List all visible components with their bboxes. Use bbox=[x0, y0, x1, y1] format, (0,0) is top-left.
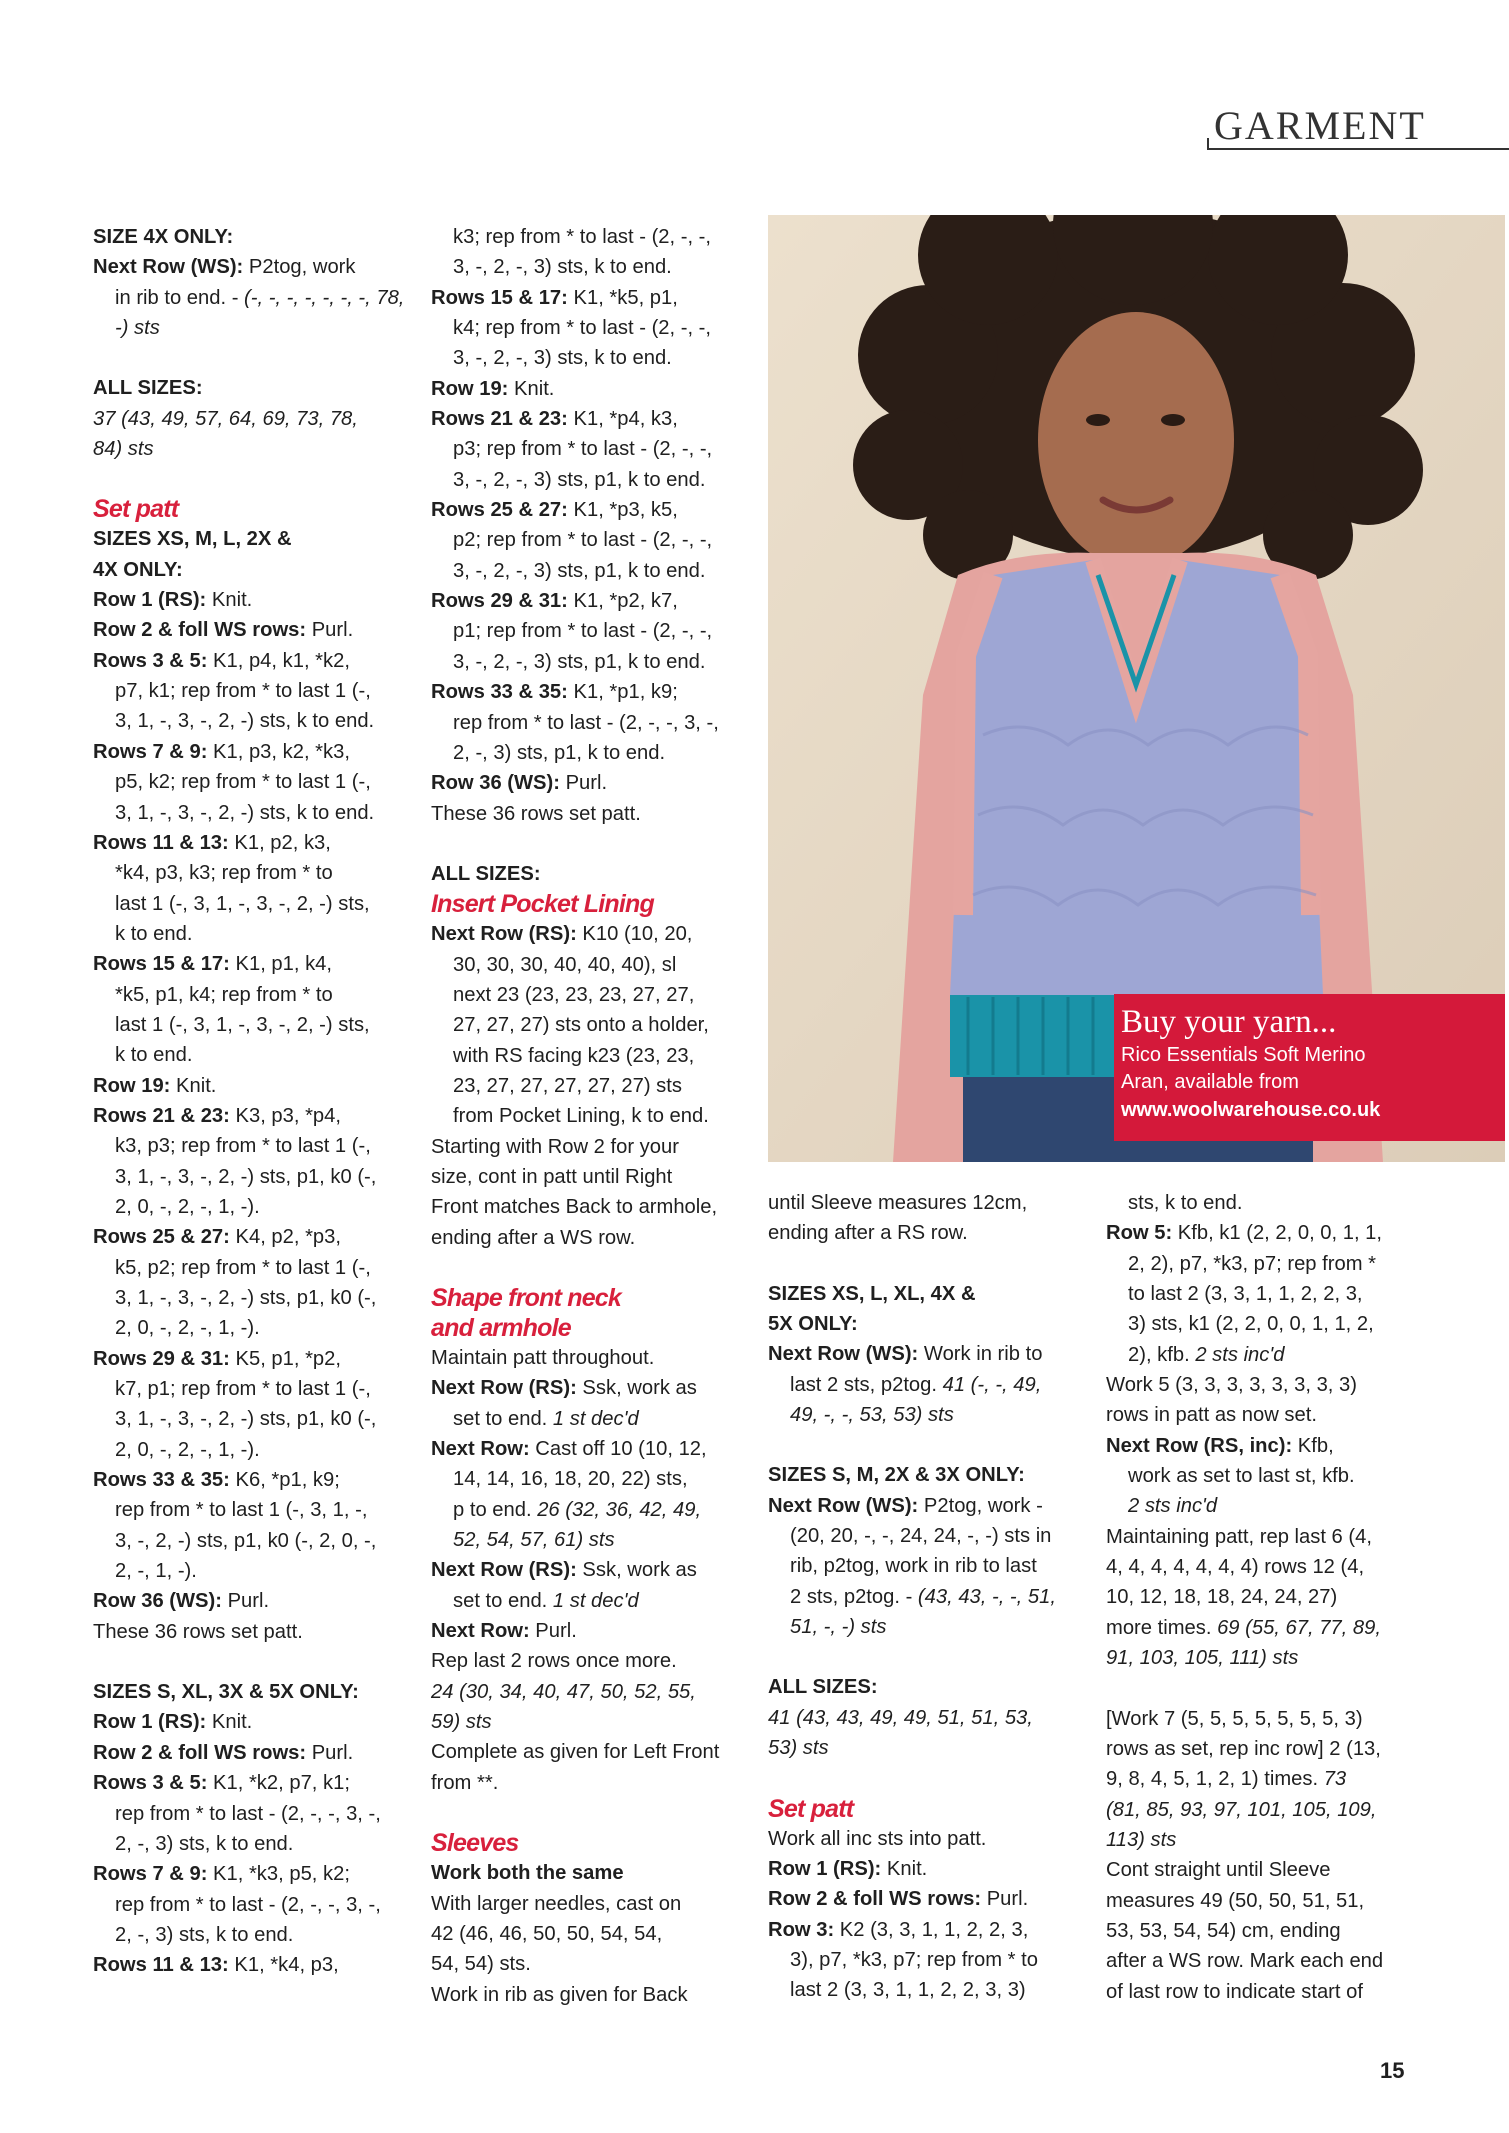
instruction-line: 3, -, 2, -, 3) sts, k to end. bbox=[453, 347, 672, 370]
row-label: Rows 11 & 13: bbox=[93, 831, 229, 854]
instruction-line bbox=[431, 283, 761, 313]
instruction-line bbox=[93, 1859, 423, 1889]
instruction-line bbox=[93, 1950, 423, 1980]
row-label: Next Row (WS): bbox=[768, 1343, 919, 1366]
instruction-line: 10, 12, 18, 18, 24, 24, 27) bbox=[1106, 1586, 1338, 1609]
instruction-line bbox=[93, 252, 423, 282]
instruction-line bbox=[431, 1525, 761, 1555]
instruction-line bbox=[93, 585, 423, 615]
instruction-line: rep from * to last - (2, -, -, 3, -, bbox=[115, 1802, 381, 1825]
row-label: Next Row (RS, inc): bbox=[1106, 1434, 1293, 1457]
instruction-line: Maintaining patt, rep last 6 (4, bbox=[1106, 1525, 1372, 1548]
stitch-count: 51, -, -) sts bbox=[790, 1616, 887, 1639]
instruction-line: 42 (46, 46, 50, 50, 54, 54, bbox=[431, 1922, 663, 1945]
row-label: Rows 3 & 5: bbox=[93, 649, 208, 672]
instruction-text: P2tog, work - bbox=[918, 1494, 1043, 1517]
stitch-count: 1 st dec'd bbox=[552, 1407, 639, 1430]
instruction-text: Kfb, k1 (2, 2, 0, 0, 1, 1, bbox=[1172, 1222, 1383, 1245]
instruction-line: Rep last 2 rows once more. bbox=[431, 1650, 677, 1673]
row-label: Row 2 & foll WS rows: bbox=[768, 1888, 982, 1911]
row-label: Row 2 & foll WS rows: bbox=[93, 619, 307, 642]
column-1 bbox=[93, 222, 423, 1981]
column-4 bbox=[1106, 1188, 1436, 2007]
paragraph-gap bbox=[768, 1764, 1098, 1794]
instruction-line bbox=[93, 1738, 423, 1768]
section-title: GARMENT bbox=[1214, 103, 1426, 148]
instruction-line: 14, 14, 16, 18, 20, 22) sts, bbox=[453, 1468, 688, 1491]
row-label: Row 3: bbox=[768, 1918, 835, 1941]
instruction-line: 3, -, 2, -, 3) sts, p1, k to end. bbox=[453, 559, 706, 582]
instruction-line bbox=[1106, 1795, 1436, 1825]
row-label: Next Row (WS): bbox=[93, 256, 244, 279]
instruction-line: k to end. bbox=[115, 922, 193, 945]
instruction-text: 9, 8, 4, 5, 1, 2, 1) times. bbox=[1106, 1768, 1324, 1791]
instruction-line bbox=[1106, 1643, 1436, 1673]
row-label: Row 2 & foll WS rows: bbox=[93, 1741, 307, 1764]
instruction-line: 27, 27, 27) sts onto a holder, bbox=[453, 1014, 709, 1037]
row-label: Rows 15 & 17: bbox=[431, 286, 568, 309]
instruction-line bbox=[93, 949, 423, 979]
row-label: Row 5: bbox=[1106, 1222, 1173, 1245]
instruction-line: 3, 1, -, 3, -, 2, -) sts, p1, k0 (-, bbox=[115, 1165, 377, 1188]
stitch-count: 26 (32, 36, 42, 49, bbox=[537, 1498, 702, 1521]
stitch-count: 41 (43, 43, 49, 49, 51, 51, 53, bbox=[768, 1706, 1033, 1729]
instruction-line bbox=[1106, 1491, 1436, 1521]
instruction-line: 2, -, 1, -). bbox=[115, 1560, 197, 1583]
instruction-line: 53, 53, 54, 54) cm, ending bbox=[1106, 1919, 1341, 1942]
instruction-text: K5, p1, *p2, bbox=[229, 1347, 342, 1370]
instruction-line bbox=[93, 1101, 423, 1131]
paragraph-gap bbox=[431, 1253, 761, 1283]
instruction-text: Knit. bbox=[206, 1711, 253, 1734]
paragraph-gap bbox=[1106, 1674, 1436, 1704]
row-label: Next Row (WS): bbox=[768, 1494, 919, 1517]
instruction-line: from Pocket Lining, k to end. bbox=[453, 1105, 709, 1128]
instruction-line: These 36 rows set patt. bbox=[431, 802, 641, 825]
promo-url-link[interactable]: www.woolwarehouse.co.uk bbox=[1121, 1099, 1381, 1121]
instruction-line: These 36 rows set patt. bbox=[93, 1620, 303, 1643]
row-label: Row 1 (RS): bbox=[93, 589, 207, 612]
instruction-line: 3, 1, -, 3, -, 2, -) sts, k to end. bbox=[115, 801, 375, 824]
instruction-line: [Work 7 (5, 5, 5, 5, 5, 5, 5, 3) bbox=[1106, 1707, 1363, 1730]
instruction-line: k3; rep from * to last - (2, -, -, bbox=[453, 226, 712, 248]
stitch-count: 49, -, -, 53, 53) sts bbox=[790, 1404, 954, 1427]
instruction-line bbox=[93, 434, 423, 464]
instruction-line: 2, -, 3) sts, k to end. bbox=[115, 1832, 294, 1855]
row-label: Row 36 (WS): bbox=[93, 1590, 222, 1613]
instruction-text: more times. bbox=[1106, 1616, 1218, 1639]
instruction-text: Ssk, work as bbox=[576, 1377, 697, 1400]
instruction-line bbox=[1106, 1825, 1436, 1855]
instruction-line: (20, 20, -, -, 24, 24, -, -) sts in bbox=[790, 1525, 1052, 1548]
instruction-text: Knit. bbox=[206, 589, 253, 612]
instruction-line bbox=[93, 1344, 423, 1374]
row-label: Rows 25 & 27: bbox=[431, 499, 568, 522]
instruction-text: P2tog, work bbox=[243, 256, 356, 279]
instruction-text: last 2 sts, p2tog. bbox=[790, 1373, 943, 1396]
instruction-line: 2, -, 3) sts, p1, k to end. bbox=[453, 741, 666, 764]
instruction-line: 2, 2), p7, *k3, p7; rep from * bbox=[1128, 1252, 1376, 1275]
row-label: Rows 29 & 31: bbox=[93, 1347, 230, 1370]
size-label: SIZES XS, M, L, 2X & bbox=[93, 528, 292, 551]
instruction-text: Purl. bbox=[559, 772, 608, 795]
stitch-count: (43, 43, -, -, 51, bbox=[917, 1585, 1056, 1608]
instruction-line: 3) sts, k1 (2, 2, 0, 0, 1, 1, 2, bbox=[1128, 1313, 1374, 1336]
instruction-line bbox=[431, 1677, 761, 1707]
stitch-count: -) sts bbox=[115, 317, 160, 340]
instruction-line: size, cont in patt until Right bbox=[431, 1165, 673, 1188]
instruction-text: Purl. bbox=[306, 1741, 354, 1764]
instruction-line bbox=[93, 313, 423, 343]
instruction-line bbox=[93, 828, 423, 858]
paragraph-gap bbox=[768, 1249, 1098, 1279]
instruction-text: Ssk, work as bbox=[576, 1559, 697, 1582]
instruction-line bbox=[431, 374, 761, 404]
instruction-line: measures 49 (50, 50, 51, 51, bbox=[1106, 1889, 1365, 1912]
instruction-text: Purl. bbox=[221, 1590, 270, 1613]
instruction-line bbox=[93, 1707, 423, 1737]
instruction-text: Purl. bbox=[981, 1888, 1029, 1911]
row-label: Rows 29 & 31: bbox=[431, 590, 568, 613]
instruction-line bbox=[1106, 1764, 1436, 1794]
instruction-line: p5, k2; rep from * to last 1 (-, bbox=[115, 771, 371, 794]
instruction-line: Work 5 (3, 3, 3, 3, 3, 3, 3, 3) bbox=[1106, 1374, 1357, 1397]
instruction-line: to last 2 (3, 3, 1, 1, 2, 2, 3, bbox=[1128, 1283, 1363, 1306]
instruction-text: K3, p3, *p4, bbox=[229, 1104, 342, 1127]
instruction-text: in rib to end. - bbox=[115, 286, 245, 309]
instruction-line: 3, -, 2, -) sts, p1, k0 (-, 2, 0, -, bbox=[115, 1529, 377, 1552]
instruction-text: K1, *k4, p3, bbox=[228, 1954, 339, 1977]
instruction-line bbox=[431, 677, 761, 707]
instruction-text: Work in rib to bbox=[918, 1343, 1043, 1366]
instruction-line bbox=[1106, 1431, 1436, 1461]
instruction-text: Knit. bbox=[508, 377, 555, 400]
size-label: 4X ONLY: bbox=[93, 558, 183, 581]
instruction-line bbox=[93, 1465, 423, 1495]
instruction-line bbox=[93, 404, 423, 434]
instruction-text: set to end. bbox=[453, 1589, 553, 1612]
promo-heading: Buy your yarn... bbox=[1121, 1004, 1337, 1040]
instruction-line: work as set to last st, kfb. bbox=[1128, 1465, 1355, 1488]
paragraph-gap bbox=[431, 829, 761, 859]
section-heading: Shape front neck bbox=[431, 1284, 622, 1312]
promo-yarn-line: Rico Essentials Soft Merino bbox=[1121, 1044, 1366, 1066]
size-label: 5X ONLY: bbox=[768, 1313, 858, 1336]
instruction-line bbox=[768, 1370, 1098, 1400]
row-label: Row 19: bbox=[431, 377, 509, 400]
stitch-count: 73 bbox=[1323, 1768, 1347, 1791]
instruction-text: K6, *p1, k9; bbox=[229, 1469, 340, 1492]
instruction-text: K1, *k2, p7, k1; bbox=[207, 1772, 350, 1795]
instruction-line: rib, p2tog, work in rib to last bbox=[790, 1555, 1037, 1578]
size-label: SIZES XS, L, XL, 4X & bbox=[768, 1282, 976, 1305]
row-label: Rows 15 & 17: bbox=[93, 953, 230, 976]
section-heading: Insert Pocket Lining bbox=[431, 890, 654, 919]
instruction-text: K1, *p4, k3, bbox=[567, 408, 678, 431]
instruction-line: last 1 (-, 3, 1, -, 3, -, 2, -) sts, bbox=[115, 1013, 370, 1036]
instruction-line: after a WS row. Mark each end bbox=[1106, 1950, 1384, 1973]
row-label: Rows 7 & 9: bbox=[93, 740, 208, 763]
row-label: Next Row: bbox=[431, 1620, 530, 1643]
instruction-line: *k4, p3, k3; rep from * to bbox=[115, 862, 333, 885]
page-number: 15 bbox=[1380, 2058, 1405, 2083]
size-label: Work both the same bbox=[431, 1862, 624, 1885]
instruction-line: rep from * to last 1 (-, 3, 1, -, bbox=[115, 1499, 368, 1522]
instruction-line: p2; rep from * to last - (2, -, -, bbox=[453, 529, 713, 552]
instruction-line bbox=[768, 1612, 1098, 1642]
section-heading: and armhole bbox=[431, 1314, 571, 1342]
header-rule bbox=[1207, 148, 1509, 150]
instruction-line: 4, 4, 4, 4, 4, 4, 4) rows 12 (4, bbox=[1106, 1556, 1365, 1579]
instruction-line bbox=[431, 768, 761, 798]
section-heading: Set patt bbox=[93, 495, 179, 524]
paragraph-gap bbox=[93, 1647, 423, 1677]
instruction-line: p1; rep from * to last - (2, -, -, bbox=[453, 620, 713, 643]
paragraph-gap bbox=[431, 1798, 761, 1828]
instruction-line bbox=[768, 1339, 1098, 1369]
instruction-text: K1, *p3, k5, bbox=[567, 499, 678, 522]
instruction-line bbox=[768, 1915, 1098, 1945]
row-label: Row 36 (WS): bbox=[431, 772, 560, 795]
instruction-text: Purl. bbox=[529, 1620, 577, 1643]
instruction-line: Starting with Row 2 for your bbox=[431, 1135, 679, 1158]
instruction-line: 3, 1, -, 3, -, 2, -) sts, p1, k0 (-, bbox=[115, 1287, 377, 1309]
instruction-text: Kfb, bbox=[1292, 1434, 1334, 1457]
paragraph-gap bbox=[768, 1642, 1098, 1672]
instruction-line: last 2 (3, 3, 1, 1, 2, 2, 3, 3) bbox=[790, 1979, 1026, 2002]
instruction-line: Work in rib as given for Back bbox=[431, 1983, 688, 2006]
instruction-line: of last row to indicate start of bbox=[1106, 1980, 1363, 2003]
instruction-line bbox=[431, 919, 761, 949]
instruction-text: K4, p2, *p3, bbox=[229, 1226, 342, 1249]
row-label: Next Row: bbox=[431, 1438, 530, 1461]
instruction-line bbox=[768, 1582, 1098, 1612]
instruction-line: k5, p2; rep from * to last 1 (-, bbox=[115, 1256, 371, 1279]
row-label: Row 19: bbox=[93, 1074, 171, 1097]
paragraph-gap bbox=[768, 1430, 1098, 1460]
instruction-line: ending after a RS row. bbox=[768, 1222, 968, 1245]
instruction-text: K1, p4, k1, *k2, bbox=[207, 649, 350, 672]
stitch-count: 37 (43, 49, 57, 64, 69, 73, 78, bbox=[93, 407, 358, 430]
instruction-line bbox=[93, 646, 423, 676]
stitch-count: 2 sts inc'd bbox=[1195, 1343, 1285, 1366]
paragraph-gap bbox=[93, 343, 423, 373]
stitch-count: 52, 54, 57, 61) sts bbox=[453, 1529, 615, 1552]
instruction-text: 2 sts, p2tog. - bbox=[790, 1585, 918, 1608]
row-label: Next Row (RS): bbox=[431, 1559, 577, 1582]
instruction-line: p7, k1; rep from * to last 1 (-, bbox=[115, 680, 371, 703]
instruction-line: ending after a WS row. bbox=[431, 1226, 636, 1249]
stitch-count: 91, 103, 105, 111) sts bbox=[1106, 1647, 1299, 1670]
instruction-line: until Sleeve measures 12cm, bbox=[768, 1192, 1028, 1214]
instruction-line bbox=[431, 1616, 761, 1646]
instruction-text: K1, *k3, p5, k2; bbox=[207, 1863, 350, 1886]
instruction-line: 23, 27, 27, 27, 27, 27) sts bbox=[453, 1074, 682, 1097]
row-label: Rows 33 & 35: bbox=[431, 681, 568, 704]
instruction-line: next 23 (23, 23, 23, 27, 27, bbox=[453, 983, 695, 1006]
instruction-line: Complete as given for Left Front bbox=[431, 1741, 720, 1764]
row-label: Rows 21 & 23: bbox=[431, 408, 568, 431]
instruction-text: K1, *k5, p1, bbox=[567, 286, 678, 309]
size-label: SIZES S, XL, 3X & 5X ONLY: bbox=[93, 1681, 359, 1704]
row-label: Rows 3 & 5: bbox=[93, 1772, 208, 1795]
instruction-line: sts, k to end. bbox=[1128, 1192, 1243, 1214]
instruction-text: K10 (10, 20, bbox=[576, 923, 693, 946]
instruction-line bbox=[93, 615, 423, 645]
instruction-text: K1, p3, k2, *k3, bbox=[207, 740, 350, 763]
instruction-line bbox=[431, 1555, 761, 1585]
instruction-line bbox=[93, 1768, 423, 1798]
row-label: Row 1 (RS): bbox=[768, 1857, 882, 1880]
size-label: ALL SIZES: bbox=[431, 862, 541, 885]
instruction-line bbox=[431, 1495, 761, 1525]
instruction-line: 2, 0, -, 2, -, 1, -). bbox=[115, 1438, 260, 1461]
instruction-line: 3, 1, -, 3, -, 2, -) sts, k to end. bbox=[115, 710, 375, 733]
stitch-count: (81, 85, 93, 97, 101, 105, 109, bbox=[1106, 1798, 1377, 1821]
section-heading: Set patt bbox=[768, 1794, 854, 1823]
promo-availability-line: Aran, available from bbox=[1121, 1071, 1299, 1093]
instruction-line bbox=[431, 586, 761, 616]
instruction-text: K1, p2, k3, bbox=[228, 831, 331, 854]
instruction-line: Cont straight until Sleeve bbox=[1106, 1859, 1331, 1882]
row-label: Rows 25 & 27: bbox=[93, 1226, 230, 1249]
stitch-count: 1 st dec'd bbox=[552, 1589, 639, 1612]
size-label: ALL SIZES: bbox=[768, 1676, 878, 1699]
instruction-line: Front matches Back to armhole, bbox=[431, 1196, 718, 1219]
instruction-line: from **. bbox=[431, 1771, 499, 1794]
stitch-count: (-, -, -, -, -, -, -, 78, bbox=[244, 286, 405, 309]
instruction-line: 3, -, 2, -, 3) sts, p1, k to end. bbox=[453, 468, 706, 491]
instruction-text: p to end. bbox=[453, 1498, 538, 1521]
instruction-line: with RS facing k23 (23, 23, bbox=[453, 1044, 695, 1067]
instruction-line bbox=[431, 1586, 761, 1616]
instruction-line: k to end. bbox=[115, 1044, 193, 1067]
instruction-text: K1, *p1, k9; bbox=[567, 681, 678, 704]
instruction-line: k3, p3; rep from * to last 1 (-, bbox=[115, 1135, 371, 1158]
row-label: Rows 21 & 23: bbox=[93, 1104, 230, 1127]
instruction-line bbox=[93, 1071, 423, 1101]
instruction-line: rep from * to last - (2, -, -, 3, -, bbox=[453, 711, 719, 734]
size-label: ALL SIZES: bbox=[93, 377, 203, 400]
instruction-line: Work all inc sts into patt. bbox=[768, 1827, 987, 1850]
instruction-line bbox=[768, 1703, 1098, 1733]
instruction-line bbox=[768, 1733, 1098, 1763]
size-label: SIZES S, M, 2X & 3X ONLY: bbox=[768, 1464, 1025, 1487]
instruction-line: With larger needles, cast on bbox=[431, 1892, 682, 1915]
instruction-text: 2), kfb. bbox=[1128, 1343, 1196, 1366]
instruction-line: 30, 30, 30, 40, 40, 40), sl bbox=[453, 953, 677, 976]
instruction-line: 3, -, 2, -, 3) sts, k to end. bbox=[453, 256, 672, 279]
row-label: Row 1 (RS): bbox=[93, 1711, 207, 1734]
instruction-line bbox=[93, 283, 423, 313]
instruction-line bbox=[768, 1400, 1098, 1430]
row-label: Rows 33 & 35: bbox=[93, 1469, 230, 1492]
instruction-line: 2, 0, -, 2, -, 1, -). bbox=[115, 1195, 260, 1218]
paragraph-gap bbox=[93, 464, 423, 494]
size-label: SIZE 4X ONLY: bbox=[93, 226, 234, 248]
instruction-line: 3), p7, *k3, p7; rep from * to bbox=[790, 1948, 1038, 1971]
instruction-line bbox=[93, 1586, 423, 1616]
instruction-text: Knit. bbox=[881, 1857, 928, 1880]
column-2 bbox=[431, 222, 761, 2010]
instruction-line: *k5, p1, k4; rep from * to bbox=[115, 983, 333, 1006]
instruction-line: rows in patt as now set. bbox=[1106, 1404, 1317, 1427]
instruction-line bbox=[768, 1854, 1098, 1884]
instruction-line: 2, -, 3) sts, k to end. bbox=[115, 1923, 294, 1946]
instruction-line: 3, -, 2, -, 3) sts, p1, k to end. bbox=[453, 650, 706, 673]
instruction-line: p3; rep from * to last - (2, -, -, bbox=[453, 438, 713, 461]
instruction-line: k7, p1; rep from * to last 1 (-, bbox=[115, 1378, 371, 1401]
row-label: Next Row (RS): bbox=[431, 1377, 577, 1400]
instruction-line bbox=[1106, 1340, 1436, 1370]
instruction-line: k4; rep from * to last - (2, -, -, bbox=[453, 317, 712, 340]
instruction-line bbox=[431, 404, 761, 434]
stitch-count: 2 sts inc'd bbox=[1128, 1495, 1218, 1518]
row-label: Rows 11 & 13: bbox=[93, 1954, 229, 1977]
instruction-text: Knit. bbox=[170, 1074, 217, 1097]
instruction-line: rows as set, rep inc row] 2 (13, bbox=[1106, 1737, 1381, 1760]
instruction-line bbox=[768, 1491, 1098, 1521]
instruction-line bbox=[431, 1434, 761, 1464]
header-rule-tick bbox=[1207, 138, 1209, 150]
instruction-line bbox=[431, 1707, 761, 1737]
instruction-line bbox=[1106, 1613, 1436, 1643]
instruction-text: K2 (3, 3, 1, 1, 2, 2, 3, bbox=[834, 1918, 1029, 1941]
instruction-line bbox=[431, 495, 761, 525]
instruction-text: set to end. bbox=[453, 1407, 553, 1430]
instruction-text: Purl. bbox=[306, 619, 354, 642]
stitch-count: 41 (-, -, 49, bbox=[942, 1373, 1042, 1396]
column-3 bbox=[768, 1188, 1098, 2006]
instruction-text: Cast off 10 (10, 12, bbox=[529, 1438, 707, 1461]
instruction-line: 2, 0, -, 2, -, 1, -). bbox=[115, 1317, 260, 1340]
stitch-count: 84) sts bbox=[93, 438, 154, 461]
stitch-count: 69 (55, 67, 77, 89, bbox=[1217, 1616, 1381, 1639]
stitch-count: 59) sts bbox=[431, 1711, 492, 1734]
row-label: Rows 7 & 9: bbox=[93, 1863, 208, 1886]
instruction-line: 54, 54) sts. bbox=[431, 1953, 531, 1976]
instruction-text: K1, p1, k4, bbox=[229, 953, 333, 976]
stitch-count: 53) sts bbox=[768, 1737, 829, 1760]
instruction-line bbox=[431, 1404, 761, 1434]
stitch-count: 24 (30, 34, 40, 47, 50, 52, 55, bbox=[431, 1680, 696, 1703]
instruction-line: 3, 1, -, 3, -, 2, -) sts, p1, k0 (-, bbox=[115, 1408, 377, 1431]
instruction-line bbox=[93, 737, 423, 767]
instruction-line: rep from * to last - (2, -, -, 3, -, bbox=[115, 1893, 381, 1916]
instruction-text: K1, *p2, k7, bbox=[567, 590, 678, 613]
instruction-line: Maintain patt throughout. bbox=[431, 1347, 655, 1369]
instruction-line: last 1 (-, 3, 1, -, 3, -, 2, -) sts, bbox=[115, 892, 370, 915]
instruction-line bbox=[1106, 1218, 1436, 1248]
section-heading: Sleeves bbox=[431, 1829, 519, 1858]
stitch-count: 113) sts bbox=[1106, 1828, 1177, 1851]
instruction-line bbox=[768, 1884, 1098, 1914]
buy-yarn-promo bbox=[1114, 994, 1505, 1141]
instruction-line bbox=[93, 1222, 423, 1252]
row-label: Next Row (RS): bbox=[431, 923, 577, 946]
instruction-line bbox=[431, 1373, 761, 1403]
